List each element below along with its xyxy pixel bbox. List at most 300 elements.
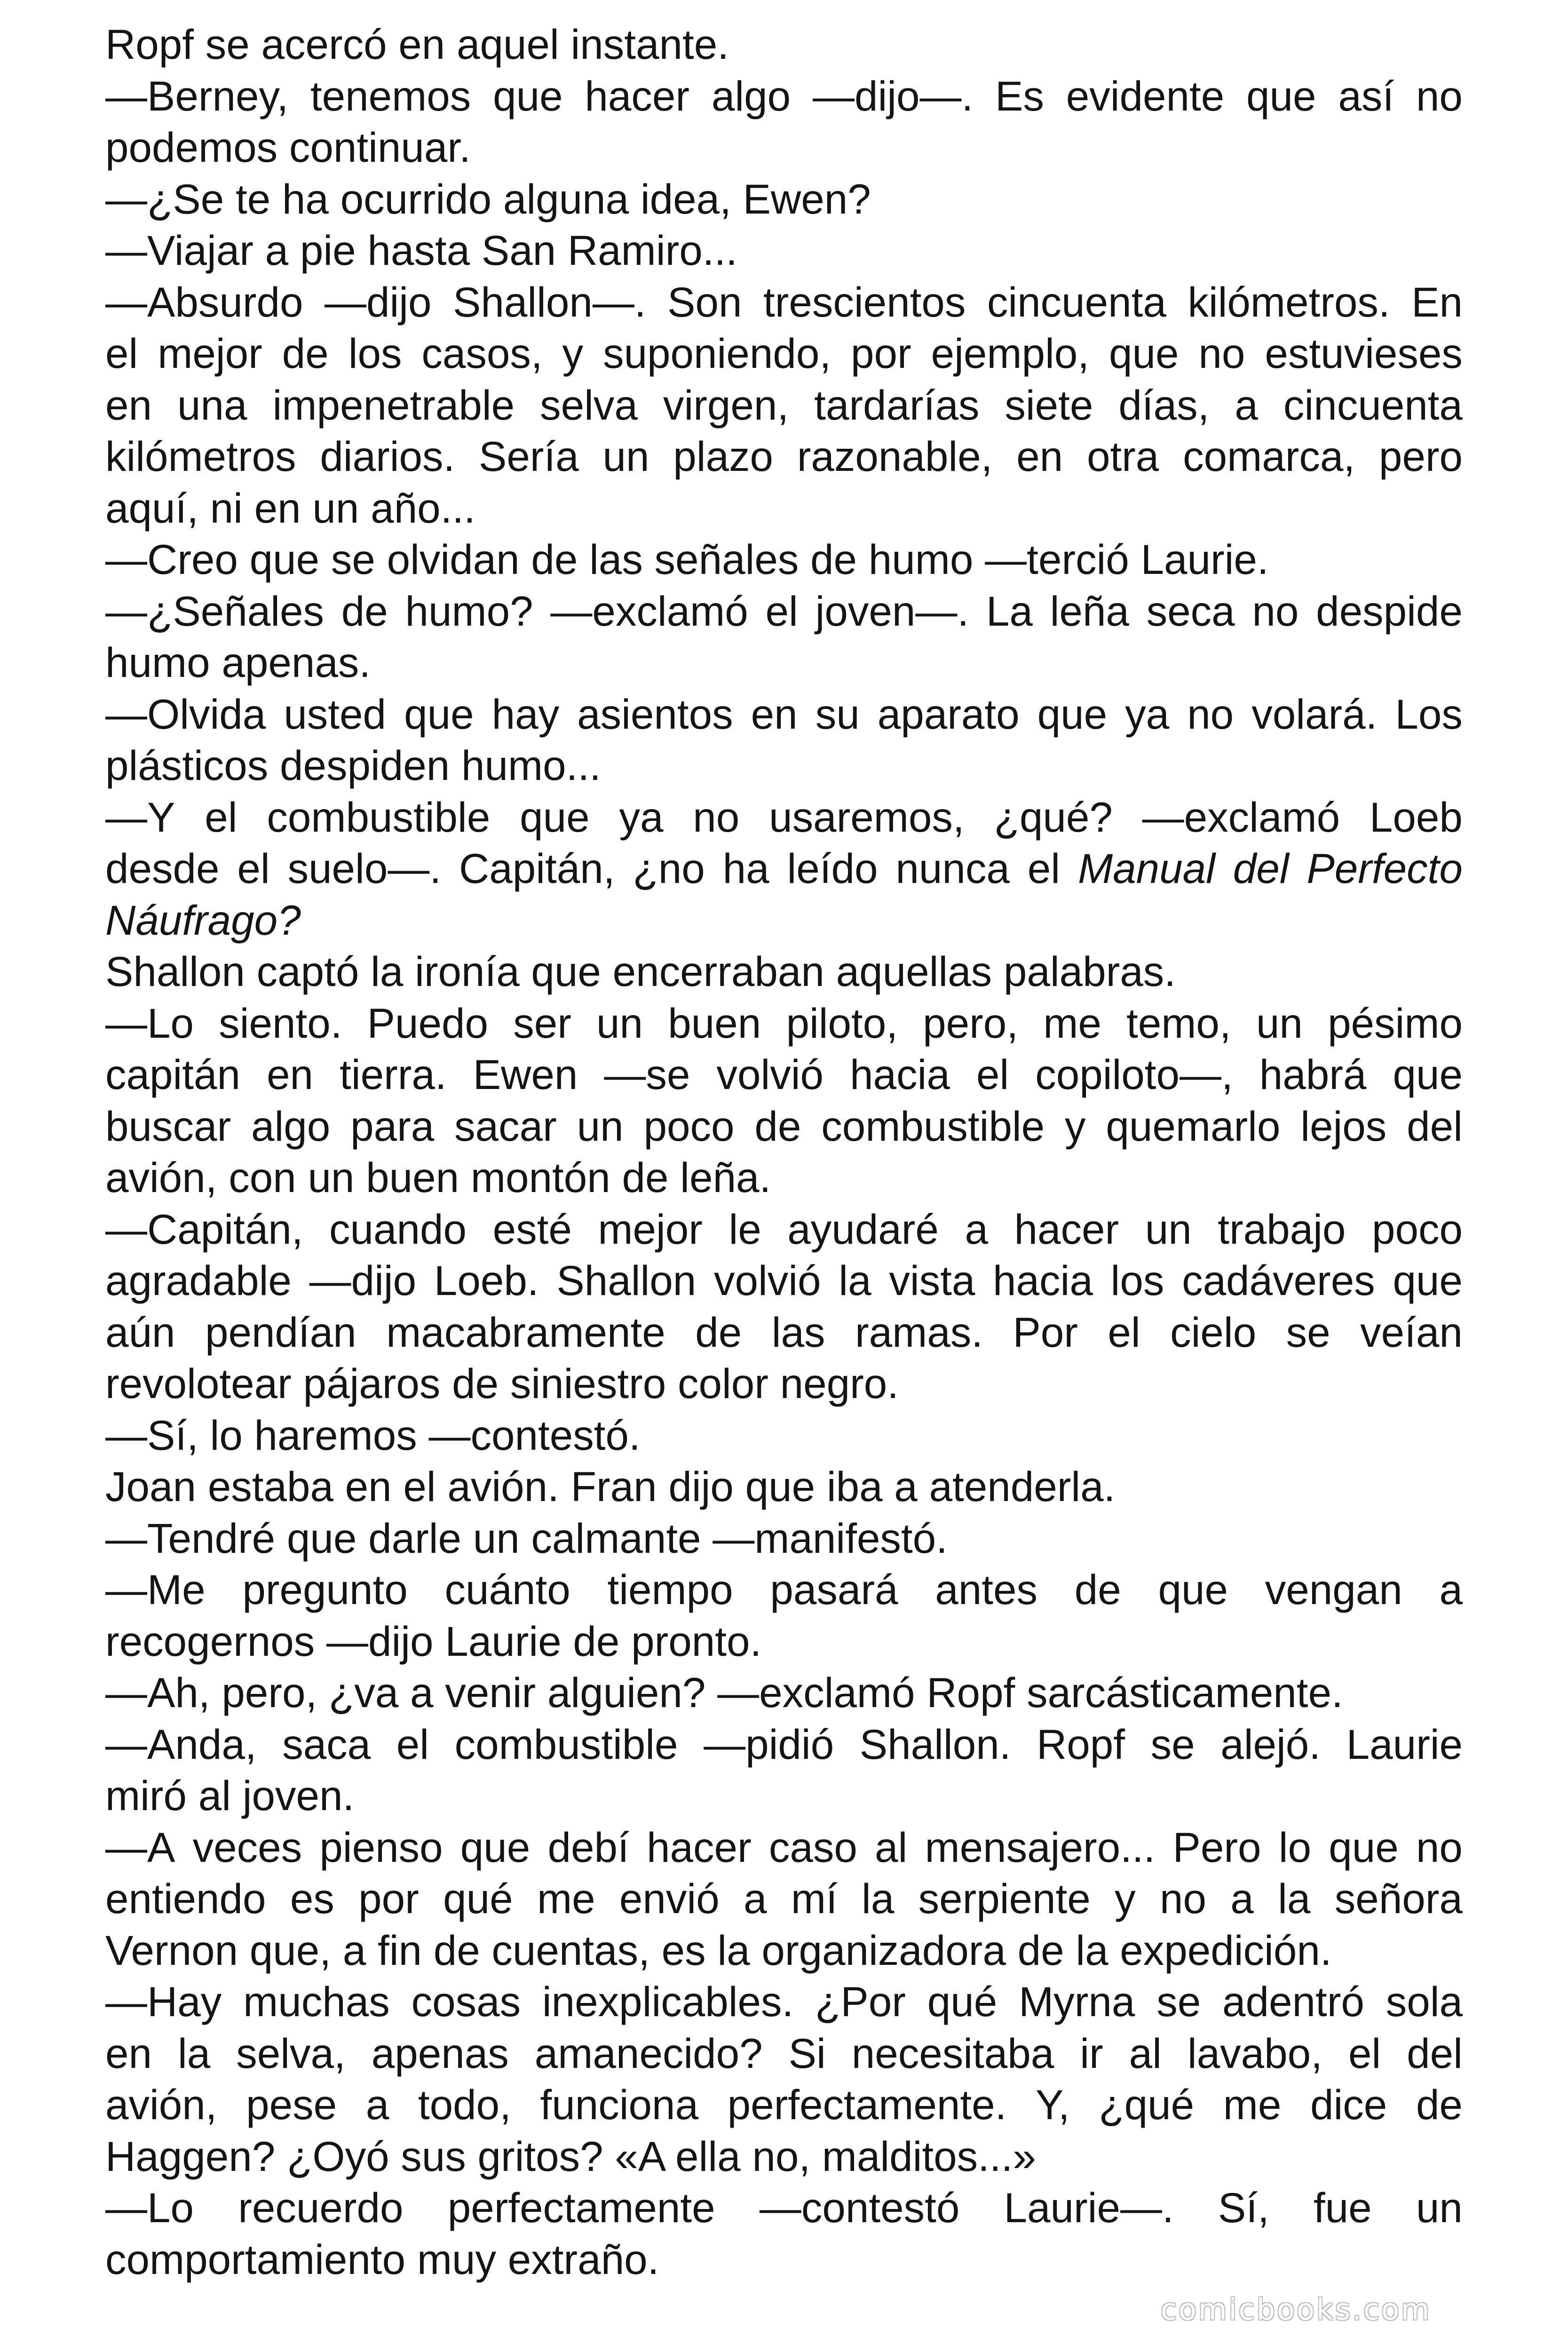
word: necesitaba	[851, 2029, 1054, 2077]
word: y	[1115, 1875, 1136, 1922]
text-line-content: recogernos —dijo Laurie de pronto.	[105, 1617, 762, 1665]
word: Si	[788, 2029, 826, 2077]
text-line	[105, 534, 1463, 586]
text-line	[105, 1719, 1463, 1771]
word: evidente	[1066, 72, 1225, 119]
text-line	[105, 1667, 1463, 1719]
word: ayudaré	[787, 1205, 939, 1253]
word: habrá	[1259, 1051, 1367, 1098]
text-line	[105, 2131, 1463, 2183]
word: combustible	[267, 793, 491, 841]
word: no	[693, 793, 740, 841]
word: cuando	[329, 1205, 467, 1253]
text-line	[105, 1822, 1463, 1874]
word: vengan	[1265, 1566, 1402, 1613]
word: un	[1416, 2184, 1463, 2231]
word: poco	[643, 1102, 735, 1150]
word: entiendo	[105, 1875, 266, 1922]
word: por	[358, 1875, 419, 1922]
word: —Olvida	[105, 690, 266, 738]
word: Es	[995, 72, 1044, 119]
text-line-content: Joan estaba en el avión. Fran dijo que iba a atenderla.	[105, 1463, 1116, 1510]
word: suponiendo,	[603, 330, 832, 377]
word: —se	[604, 1051, 690, 1098]
word: de	[1074, 1566, 1121, 1613]
word: que	[1329, 1823, 1399, 1871]
word: hacer	[585, 72, 690, 119]
word: capitán	[105, 1051, 240, 1098]
word: no	[1187, 690, 1234, 738]
word: a	[744, 1875, 767, 1922]
word: copiloto—,	[1035, 1051, 1233, 1098]
word: trabajo	[1218, 1205, 1346, 1253]
word: —¿Señales	[105, 587, 324, 635]
word: tenemos	[310, 72, 471, 119]
word: volvió	[716, 1051, 824, 1098]
word: lejos	[1300, 1102, 1387, 1150]
word: hacer	[646, 1823, 752, 1871]
text-line	[105, 431, 1463, 483]
word: un	[1256, 999, 1303, 1047]
word: pregunto	[242, 1566, 408, 1613]
word: lavabo,	[1187, 2029, 1323, 2077]
word: —Anda,	[105, 1720, 257, 1768]
word: kilómetros	[105, 433, 296, 480]
word: es	[290, 1875, 334, 1922]
word: hay	[491, 690, 560, 738]
text-line	[105, 174, 1463, 225]
word: todo,	[418, 2081, 511, 2128]
word: usted	[284, 690, 387, 738]
word: virgen,	[663, 381, 789, 429]
word: diarios.	[320, 433, 455, 480]
text-line	[105, 1255, 1463, 1307]
word: Shallon—.	[453, 278, 646, 326]
word: volará.	[1251, 690, 1378, 738]
word: cielo	[1170, 1308, 1257, 1356]
word: Shallon	[556, 1257, 697, 1304]
word: ¿qué	[1099, 2081, 1195, 2128]
text-line	[105, 1461, 1463, 1513]
word: joven—.	[815, 587, 969, 635]
word: dice	[1310, 2081, 1387, 2128]
word: que	[1246, 72, 1316, 119]
word: no	[1198, 330, 1245, 377]
text-line	[105, 843, 1463, 895]
word: humo?	[405, 587, 533, 635]
word: asientos	[577, 690, 733, 738]
word: ya	[619, 793, 664, 841]
word: ¿qué?	[994, 793, 1113, 841]
word: que	[404, 690, 474, 738]
word: caso	[768, 1823, 857, 1871]
word: la	[177, 2029, 211, 2077]
word: un	[602, 433, 649, 480]
text-line	[105, 895, 1463, 946]
word: que	[460, 1823, 531, 1871]
word: días,	[1118, 381, 1210, 429]
word: Laurie	[1346, 1720, 1463, 1768]
text-line	[105, 380, 1463, 431]
word: Y,	[1035, 2081, 1070, 2128]
word: aparato	[877, 690, 1020, 738]
word: sacar	[454, 1102, 557, 1150]
word: me	[1223, 2081, 1282, 2128]
word: leña	[1050, 587, 1129, 635]
word: el	[237, 845, 270, 892]
word: a	[965, 1205, 988, 1253]
word: cincuenta	[987, 278, 1166, 326]
text-line-content: —Tendré que darle un calmante —manifestó.	[105, 1514, 948, 1562]
word: ya	[1125, 690, 1170, 738]
word: del	[1233, 845, 1289, 892]
word: en	[751, 690, 798, 738]
text-line-content: —Creo que se olvidan de las señales de humo —terció Laurie.	[105, 536, 1269, 583]
word: su	[815, 690, 860, 738]
word: así	[1338, 72, 1394, 119]
word: —Absurdo	[105, 278, 303, 326]
word: le	[729, 1205, 761, 1253]
word: usaremos,	[769, 793, 965, 841]
word: tierra.	[340, 1051, 447, 1098]
text-line	[105, 2182, 1463, 2234]
word: recuerdo	[238, 2184, 404, 2231]
word: sola	[1386, 1978, 1463, 2025]
word: un	[1145, 1205, 1192, 1253]
word: debí	[547, 1823, 629, 1871]
word: a	[1230, 1875, 1254, 1922]
text-line	[105, 225, 1463, 277]
word: me	[1043, 999, 1101, 1047]
word: selva	[540, 381, 638, 429]
text-line	[105, 792, 1463, 843]
word: Loeb	[1369, 793, 1463, 841]
text-line-content: comportamiento muy extraño.	[105, 2235, 659, 2283]
word: Sería	[478, 433, 579, 480]
text-line-content: —Viajar a pie hasta San Ramiro...	[105, 227, 737, 274]
word: serpiente	[918, 1875, 1091, 1922]
text-line	[105, 1770, 1463, 1822]
word: el	[765, 587, 798, 635]
word: Puedo	[367, 999, 488, 1047]
word: kilómetros.	[1188, 278, 1390, 326]
text-line	[105, 122, 1463, 174]
text-line	[105, 277, 1463, 328]
word: plazo	[673, 433, 774, 480]
word: perfectamente	[447, 2184, 715, 2231]
word: —Me	[105, 1566, 206, 1613]
word: ser	[513, 999, 571, 1047]
word: del	[1407, 2029, 1463, 2077]
text-line-content: Náufrago?	[105, 896, 301, 944]
word: para	[350, 1102, 435, 1150]
word: amanecido?	[534, 2029, 763, 2077]
word: pendían	[205, 1308, 356, 1356]
word: en	[1016, 433, 1063, 480]
word: macabramente	[386, 1308, 665, 1356]
text-line	[105, 1564, 1463, 1616]
word: veían	[1360, 1308, 1463, 1356]
text-line-content: Haggen? ¿Oyó sus gritos? «A ella no, malditos...»	[105, 2132, 1036, 2180]
word: suelo—.	[287, 845, 442, 892]
word: mejor	[598, 1205, 703, 1253]
word: la	[839, 1257, 871, 1304]
word: Pero	[1172, 1823, 1261, 1871]
word: qué	[443, 1875, 513, 1922]
word: se	[1156, 1978, 1201, 2025]
word: a	[1439, 1566, 1463, 1613]
word: Capitán,	[459, 845, 615, 892]
word: lo	[1278, 1823, 1311, 1871]
text-line	[105, 586, 1463, 637]
word: Manual	[1077, 845, 1215, 892]
word: el	[976, 1051, 1009, 1098]
word: de	[695, 1308, 742, 1356]
word: algo	[251, 1102, 331, 1150]
word: veces	[192, 1823, 302, 1871]
word: pero,	[923, 999, 1019, 1047]
word: volvió	[714, 1257, 821, 1304]
word: algo	[711, 72, 791, 119]
word: del	[1407, 1102, 1463, 1150]
word: al	[1129, 2029, 1162, 2077]
word: cadáveres	[1182, 1257, 1375, 1304]
document-body	[105, 19, 1463, 2285]
word: la	[862, 1875, 895, 1922]
text-line	[105, 1307, 1463, 1359]
text-line	[105, 1049, 1463, 1101]
text-line	[105, 2234, 1463, 2286]
word: buen	[668, 999, 761, 1047]
word: no	[1416, 72, 1463, 119]
text-line	[105, 946, 1463, 998]
word: siete	[1005, 381, 1093, 429]
text-line	[105, 19, 1463, 71]
word: el	[1027, 845, 1061, 892]
word: el	[1348, 2029, 1381, 2077]
word: —Y	[105, 793, 175, 841]
word: La	[986, 587, 1033, 635]
text-line	[105, 1101, 1463, 1152]
word: me	[537, 1875, 595, 1922]
word: mejor	[158, 330, 262, 377]
word: cuánto	[444, 1566, 570, 1613]
word: no	[1159, 1875, 1206, 1922]
text-line	[105, 1152, 1463, 1204]
word: estuvieses	[1265, 330, 1463, 377]
word: —Lo	[105, 999, 194, 1047]
text-line	[105, 1358, 1463, 1410]
word: seca	[1146, 587, 1235, 635]
text-line	[105, 1410, 1463, 1462]
word: señora	[1334, 1875, 1463, 1922]
text-line-content: podemos continuar.	[105, 124, 471, 171]
word: —exclamó	[1142, 793, 1340, 841]
word: trescientos	[763, 278, 966, 326]
text-line-content: plásticos despiden humo...	[105, 742, 601, 789]
word: siento.	[219, 999, 342, 1047]
word: muchas	[243, 1978, 390, 2025]
text-line	[105, 2028, 1463, 2080]
word: ir	[1080, 2029, 1103, 2077]
word: leído	[787, 845, 878, 892]
text-line	[105, 1873, 1463, 1925]
word: en	[267, 1051, 314, 1098]
word: a	[1235, 381, 1258, 429]
word: y	[562, 330, 584, 377]
word: —Berney,	[105, 72, 289, 119]
text-line	[105, 689, 1463, 740]
word: —A	[105, 1823, 175, 1871]
word: y	[1064, 1102, 1086, 1150]
word: el	[205, 793, 238, 841]
word: que	[1109, 330, 1179, 377]
word: razonable,	[797, 433, 993, 480]
word: otra	[1086, 433, 1159, 480]
text-line-content: avión, con un buen montón de leña.	[105, 1154, 771, 1201]
word: —Lo	[105, 2184, 194, 2231]
text-line	[105, 71, 1463, 122]
word: Ropf	[1037, 1720, 1125, 1768]
word: tardarías	[814, 381, 980, 429]
word: Son	[667, 278, 742, 326]
word: pese	[246, 2081, 337, 2128]
word: quemarlo	[1106, 1102, 1281, 1150]
word: despide	[1316, 587, 1463, 635]
word: ha	[722, 845, 769, 892]
word: cosas	[411, 1978, 521, 2025]
word: los	[1110, 1257, 1164, 1304]
text-line	[105, 998, 1463, 1049]
text-line	[105, 1976, 1463, 2028]
text-line-content: revolotear pájaros de siniestro color negro.	[105, 1360, 899, 1407]
text-line	[105, 328, 1463, 380]
word: Sí,	[1218, 2184, 1269, 2231]
word: nunca	[895, 845, 1010, 892]
word: ramas.	[855, 1308, 983, 1356]
word: —contestó	[759, 2184, 960, 2231]
word: —dijo	[309, 1257, 417, 1304]
word: se	[1286, 1308, 1330, 1356]
text-line-content: —Sí, lo haremos —contestó.	[105, 1411, 641, 1459]
word: hacia	[850, 1051, 950, 1098]
text-line-content: humo apenas.	[105, 639, 371, 686]
word: impenetrable	[272, 381, 515, 429]
word: —Capitán,	[105, 1205, 303, 1253]
word: a	[365, 2081, 389, 2128]
word: que	[493, 72, 563, 119]
word: En	[1411, 278, 1463, 326]
word: que	[1393, 1257, 1463, 1304]
word: temo,	[1126, 999, 1231, 1047]
word: que	[1158, 1566, 1228, 1613]
text-line	[105, 740, 1463, 792]
word: —dijo	[324, 278, 432, 326]
word: una	[177, 381, 247, 429]
word: aún	[105, 1308, 175, 1356]
word: tiempo	[607, 1566, 733, 1613]
word: el	[105, 330, 138, 377]
word: —exclamó	[550, 587, 748, 635]
word: un	[577, 1102, 624, 1150]
word: los	[348, 330, 402, 377]
word: qué	[927, 1978, 998, 2025]
text-line	[105, 1616, 1463, 1668]
word: en	[105, 381, 152, 429]
word: Loeb.	[434, 1257, 539, 1304]
word: en	[105, 2029, 152, 2077]
text-line-content: Shallon captó la ironía que encerraban aquellas palabras.	[105, 948, 1176, 995]
word: el	[396, 1720, 429, 1768]
word: poco	[1371, 1205, 1463, 1253]
word: de	[341, 587, 388, 635]
word: mí	[791, 1875, 838, 1922]
word: el	[1108, 1308, 1140, 1356]
word: —pidió	[704, 1720, 834, 1768]
word: desde	[105, 845, 220, 892]
word: selva,	[236, 2029, 346, 2077]
text-line	[105, 483, 1463, 534]
word: que	[1393, 1051, 1463, 1098]
word: —Hay	[105, 1978, 222, 2025]
word: esté	[492, 1205, 572, 1253]
word: funciona	[540, 2081, 699, 2128]
word: cincuenta	[1283, 381, 1463, 429]
word: hacia	[993, 1257, 1093, 1304]
word: que	[520, 793, 590, 841]
word: Por	[1013, 1308, 1078, 1356]
text-line-content: —¿Se te ha ocurrido alguna idea, Ewen?	[105, 175, 871, 222]
word: la	[1278, 1875, 1311, 1922]
word: por	[851, 330, 911, 377]
word: ejemplo,	[931, 330, 1089, 377]
word: adentró	[1222, 1978, 1364, 2025]
word: no	[1252, 587, 1299, 635]
word: perfectamente.	[727, 2081, 1007, 2128]
word: comarca,	[1183, 433, 1355, 480]
word: antes	[935, 1566, 1037, 1613]
word: apenas	[371, 2029, 509, 2077]
word: pienso	[319, 1823, 443, 1871]
word: piloto,	[786, 999, 898, 1047]
text-line-content: Ropf se acercó en aquel instante.	[105, 21, 729, 68]
word: se	[1150, 1720, 1195, 1768]
word: pasará	[770, 1566, 898, 1613]
word: saca	[282, 1720, 371, 1768]
word: mensajero...	[925, 1823, 1156, 1871]
word: de	[1416, 2081, 1463, 2128]
word: alejó.	[1220, 1720, 1321, 1768]
word: fue	[1313, 2184, 1372, 2231]
word: inexplicables.	[542, 1978, 794, 2025]
word: ¿Por	[815, 1978, 906, 2025]
word: envió	[619, 1875, 720, 1922]
word: que	[1037, 690, 1108, 738]
word: Shallon.	[859, 1720, 1011, 1768]
text-line	[105, 1925, 1463, 1977]
word: buscar	[105, 1102, 231, 1150]
word: combustible	[454, 1720, 678, 1768]
text-line	[105, 1513, 1463, 1565]
word: ¿no	[633, 845, 705, 892]
word: —dijo—.	[812, 72, 974, 119]
word: pero	[1378, 433, 1463, 480]
text-line	[105, 1204, 1463, 1255]
word: las	[771, 1308, 825, 1356]
text-line-content: miró al joven.	[105, 1772, 355, 1819]
word: un	[596, 999, 643, 1047]
text-line-content: —Ah, pero, ¿va a venir alguien? —exclamó Ropf sarcásticamente.	[105, 1669, 1343, 1716]
